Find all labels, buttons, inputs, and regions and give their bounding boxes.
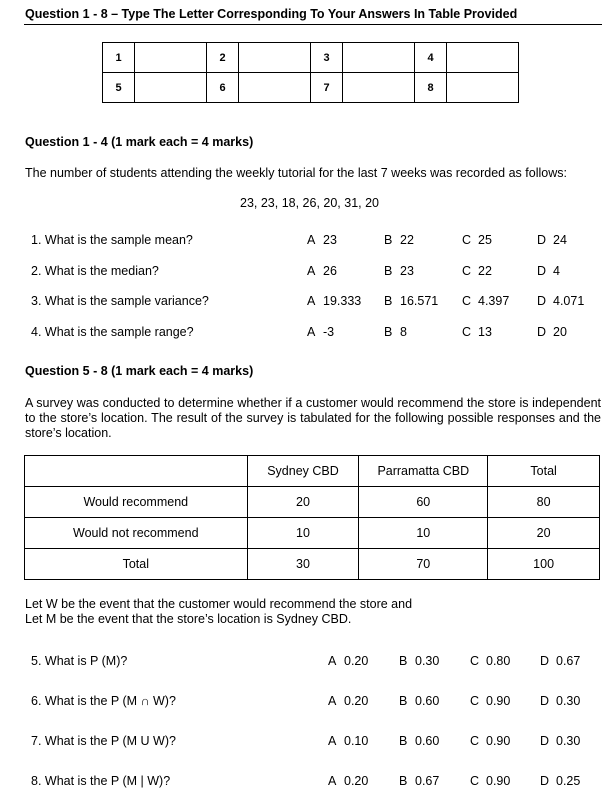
option-value: 4 <box>553 264 560 278</box>
option-value: 26 <box>323 264 337 278</box>
option-4c[interactable] <box>462 325 492 339</box>
table-cell: 10 <box>359 518 488 549</box>
table-cell: 60 <box>359 487 488 518</box>
option-value: 0.67 <box>556 654 581 668</box>
answer-number: 7 <box>311 73 343 103</box>
event-w-definition: Let W be the event that the customer would recommend the store and <box>25 597 413 611</box>
option-7b[interactable] <box>399 734 439 748</box>
table-cell: 100 <box>488 549 600 580</box>
option-letter: B <box>399 654 408 668</box>
option-value: 0.30 <box>415 654 440 668</box>
option-value: 4.397 <box>478 294 510 308</box>
option-letter: C <box>470 654 480 668</box>
table-cell: 10 <box>247 518 359 549</box>
option-value: 16.571 <box>400 294 439 308</box>
option-letter: B <box>384 325 393 339</box>
option-7d[interactable] <box>540 734 580 748</box>
option-letter: D <box>540 774 550 788</box>
option-letter: C <box>462 233 472 247</box>
event-m-definition: Let M be the event that the store’s location is Sydney CBD. <box>25 612 352 626</box>
option-2d[interactable] <box>537 264 560 278</box>
option-6b[interactable] <box>399 694 439 708</box>
part2-intro: A survey was conducted to determine whether if a customer would recommend the store is independent to the store’s location. The result of the survey is tabulated for the following possible responses and the store’s location. <box>25 396 601 440</box>
question-5: 5. What is P (M)? <box>31 654 128 668</box>
option-value: 0.67 <box>415 774 440 788</box>
option-value: 0.80 <box>486 654 511 668</box>
table-row <box>25 518 600 549</box>
table-cell: Total <box>25 549 248 580</box>
table-cell: 70 <box>359 549 488 580</box>
answer-number: 8 <box>415 73 447 103</box>
option-letter: B <box>384 264 393 278</box>
option-1a[interactable] <box>307 233 337 247</box>
option-letter: A <box>328 654 337 668</box>
option-letter: C <box>462 264 472 278</box>
option-5a[interactable] <box>328 654 368 668</box>
question-8: 8. What is the P (M | W)? <box>31 774 171 788</box>
table-header-cell: Total <box>488 456 600 487</box>
option-value: 0.90 <box>486 774 511 788</box>
table-header-cell: Sydney CBD <box>247 456 359 487</box>
question-3: 3. What is the sample variance? <box>31 294 209 308</box>
option-letter: A <box>328 734 337 748</box>
option-value: 0.20 <box>344 774 369 788</box>
answer-number: 2 <box>207 43 239 73</box>
answer-cell-3[interactable] <box>343 43 415 73</box>
option-letter: B <box>399 694 408 708</box>
option-6d[interactable] <box>540 694 580 708</box>
option-5d[interactable] <box>540 654 580 668</box>
answer-number: 4 <box>415 43 447 73</box>
table-header-cell <box>25 456 248 487</box>
option-1c[interactable] <box>462 233 492 247</box>
option-letter: D <box>537 264 547 278</box>
answer-row <box>103 73 519 103</box>
question-7: 7. What is the P (M U W)? <box>31 734 176 748</box>
option-2b[interactable] <box>384 264 414 278</box>
option-7a[interactable] <box>328 734 368 748</box>
table-header-row <box>25 456 600 487</box>
option-value: 4.071 <box>553 294 585 308</box>
part1-data: 23, 23, 18, 26, 20, 31, 20 <box>240 196 380 210</box>
option-1b[interactable] <box>384 233 414 247</box>
option-8d[interactable] <box>540 774 580 788</box>
option-2a[interactable] <box>307 264 337 278</box>
option-value: 0.90 <box>486 734 511 748</box>
option-6a[interactable] <box>328 694 368 708</box>
part1-intro: The number of students attending the weekly tutorial for the last 7 weeks was recorded as follows: <box>25 166 567 180</box>
question-4: 4. What is the sample range? <box>31 325 194 339</box>
answer-cell-4[interactable] <box>447 43 519 73</box>
option-letter: D <box>537 325 547 339</box>
option-value: 8 <box>400 325 407 339</box>
option-7c[interactable] <box>470 734 510 748</box>
option-8b[interactable] <box>399 774 439 788</box>
option-letter: D <box>537 294 547 308</box>
option-value: 0.90 <box>486 694 511 708</box>
option-value: 0.20 <box>344 654 369 668</box>
option-letter: B <box>399 774 408 788</box>
option-letter: D <box>540 734 550 748</box>
answer-cell-7[interactable] <box>343 73 415 103</box>
option-4a[interactable] <box>307 325 334 339</box>
survey-table <box>24 455 600 580</box>
option-3c[interactable] <box>462 294 509 308</box>
option-letter: D <box>540 694 550 708</box>
option-letter: C <box>462 294 472 308</box>
table-cell: Would not recommend <box>25 518 248 549</box>
option-letter: A <box>328 694 337 708</box>
option-letter: A <box>307 233 316 247</box>
option-8c[interactable] <box>470 774 510 788</box>
option-6c[interactable] <box>470 694 510 708</box>
answer-number: 5 <box>103 73 135 103</box>
table-cell: 20 <box>488 518 600 549</box>
answer-number: 1 <box>103 43 135 73</box>
answer-number: 6 <box>207 73 239 103</box>
option-value: 19.333 <box>323 294 362 308</box>
answer-cell-5[interactable] <box>135 73 207 103</box>
part1-heading: Question 1 - 4 (1 mark each = 4 marks) <box>25 135 254 149</box>
option-letter: B <box>384 294 393 308</box>
option-value: 0.60 <box>415 734 440 748</box>
header-rule <box>24 24 602 25</box>
option-value: -3 <box>323 325 335 339</box>
option-letter: C <box>462 325 472 339</box>
option-1d[interactable] <box>537 233 567 247</box>
option-8a[interactable] <box>328 774 368 788</box>
option-letter: D <box>537 233 547 247</box>
option-value: 13 <box>478 325 492 339</box>
table-cell: 30 <box>247 549 359 580</box>
option-letter: A <box>307 294 316 308</box>
option-letter: A <box>307 325 316 339</box>
answer-cell-1[interactable] <box>135 43 207 73</box>
table-header-cell: Parramatta CBD <box>359 456 488 487</box>
question-6: 6. What is the P (M ∩ W)? <box>31 694 176 708</box>
option-3a[interactable] <box>307 294 361 308</box>
option-5c[interactable] <box>470 654 510 668</box>
table-cell: 20 <box>247 487 359 518</box>
option-value: 0.30 <box>556 734 581 748</box>
option-letter: B <box>399 734 408 748</box>
answer-table <box>102 42 519 103</box>
option-letter: D <box>540 654 550 668</box>
option-letter: B <box>384 233 393 247</box>
answer-cell-6[interactable] <box>239 73 311 103</box>
option-value: 0.30 <box>556 694 581 708</box>
table-row <box>25 549 600 580</box>
option-value: 0.20 <box>344 694 369 708</box>
table-cell: Would recommend <box>25 487 248 518</box>
answer-number: 3 <box>311 43 343 73</box>
answer-row <box>103 43 519 73</box>
option-letter: C <box>470 694 480 708</box>
option-value: 0.60 <box>415 694 440 708</box>
question-2: 2. What is the median? <box>31 264 159 278</box>
option-3d[interactable] <box>537 294 584 308</box>
option-value: 22 <box>478 264 492 278</box>
option-letter: C <box>470 774 480 788</box>
answer-cell-2[interactable] <box>239 43 311 73</box>
part2-heading: Question 5 - 8 (1 mark each = 4 marks) <box>25 364 254 378</box>
option-5b[interactable] <box>399 654 439 668</box>
option-value: 23 <box>323 233 337 247</box>
answer-cell-8[interactable] <box>447 73 519 103</box>
option-value: 0.10 <box>344 734 369 748</box>
question-1: 1. What is the sample mean? <box>31 233 193 247</box>
option-value: 0.25 <box>556 774 581 788</box>
table-cell: 80 <box>488 487 600 518</box>
option-letter: A <box>307 264 316 278</box>
option-value: 22 <box>400 233 414 247</box>
option-2c[interactable] <box>462 264 492 278</box>
option-value: 25 <box>478 233 492 247</box>
option-letter: A <box>328 774 337 788</box>
option-letter: C <box>470 734 480 748</box>
option-value: 24 <box>553 233 567 247</box>
option-4d[interactable] <box>537 325 567 339</box>
table-row <box>25 487 600 518</box>
page-header: Question 1 - 8 – Type The Letter Corresponding To Your Answers In Table Provided <box>25 7 518 21</box>
option-value: 20 <box>553 325 567 339</box>
option-value: 23 <box>400 264 414 278</box>
option-3b[interactable] <box>384 294 438 308</box>
option-4b[interactable] <box>384 325 407 339</box>
